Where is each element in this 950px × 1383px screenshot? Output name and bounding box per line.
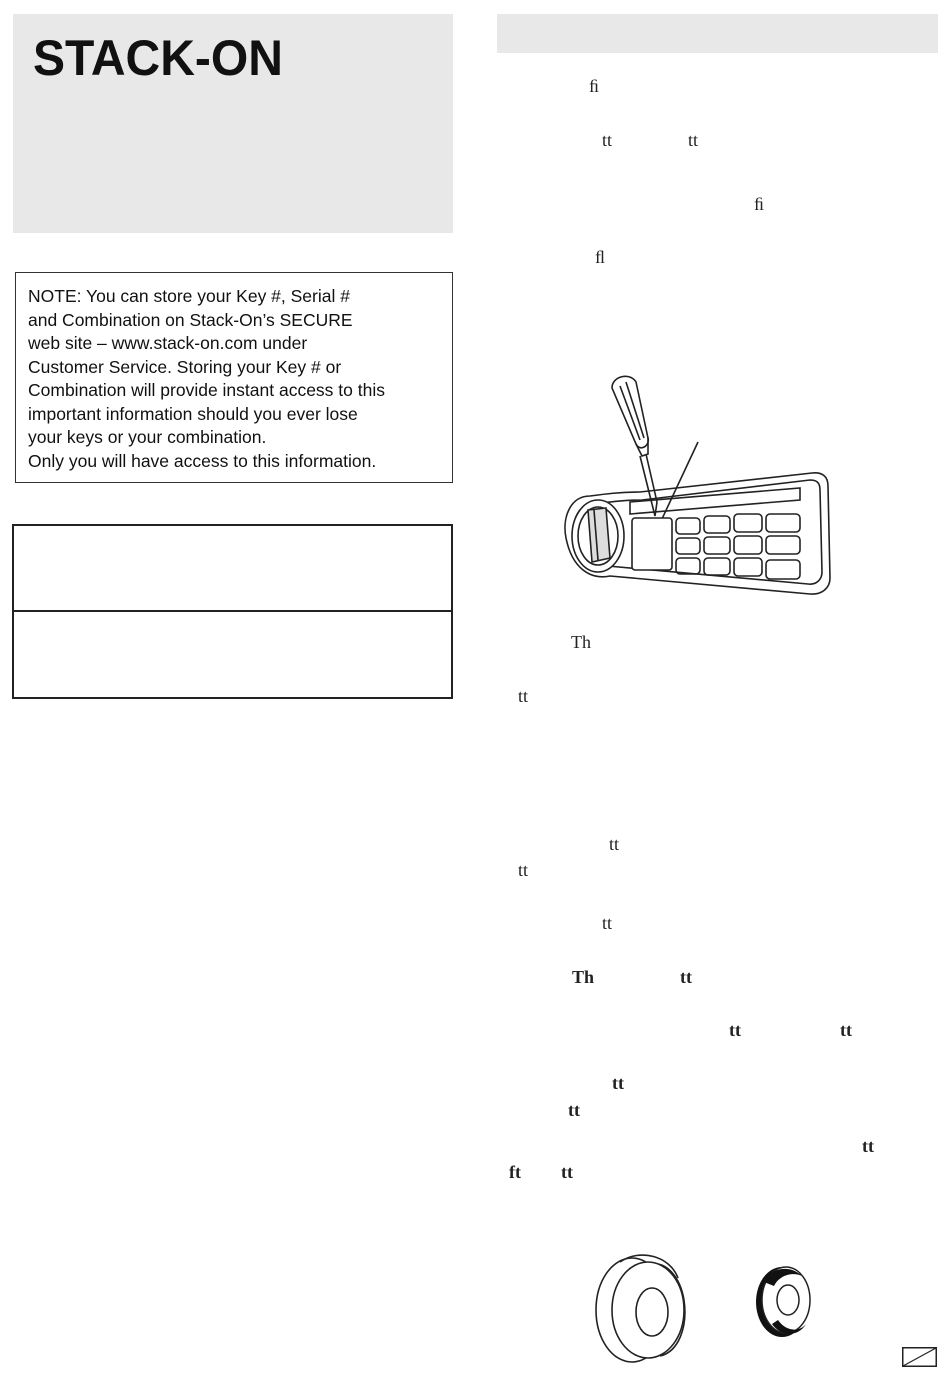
note-line: and Combination on Stack-On’s SECURE (28, 309, 353, 330)
logo-text: STACK-ON (33, 36, 283, 78)
note-line: web site – www.stack-on.com under (28, 333, 308, 353)
ligature-glyph: ﬁ (754, 194, 765, 214)
section-header-bar (497, 14, 938, 53)
record-box-top (12, 524, 453, 612)
grommet-illustration (590, 1248, 700, 1366)
ligature-glyph: tt (862, 1136, 874, 1156)
note-line: NOTE: You can store your Key #, Serial # (28, 286, 350, 306)
ligature-glyph: tt (518, 860, 529, 880)
ligature-glyph: tt (602, 913, 613, 933)
ligature-glyph: ﬂ (595, 247, 606, 267)
ligature-glyph: Th (571, 632, 591, 652)
ligature-glyph: tt (688, 130, 699, 150)
ligature-glyph: tt (680, 967, 692, 987)
note-line: important information should you ever lose (28, 403, 358, 424)
washer-illustration (750, 1262, 816, 1342)
ligature-glyph: tt (612, 1073, 624, 1093)
note-line: your keys or your combination. (28, 427, 267, 447)
note-box (15, 272, 453, 483)
ligature-glyph: tt (609, 834, 620, 854)
note-line: Combination will provide instant access to this (28, 380, 385, 400)
stack-on-logo (33, 36, 285, 78)
record-box-bottom (12, 610, 453, 699)
ligature-glyph: tt (561, 1162, 573, 1182)
note-line: Customer Service. Storing your Key # or (28, 356, 342, 377)
ligature-glyph: tt (518, 686, 529, 706)
ligature-glyph: Th (572, 967, 595, 987)
corner-mark (902, 1347, 937, 1367)
ligature-glyph: ﬁ (589, 76, 600, 96)
keypad-screwdriver-illustration (560, 368, 840, 603)
note-line: Only you will have access to this information. (28, 450, 377, 471)
ligature-glyph: ft (509, 1162, 521, 1182)
ligature-glyph: tt (840, 1020, 852, 1040)
ligature-glyph: tt (602, 130, 613, 150)
ligature-glyph: tt (568, 1100, 580, 1120)
ligature-glyph: tt (729, 1020, 741, 1040)
